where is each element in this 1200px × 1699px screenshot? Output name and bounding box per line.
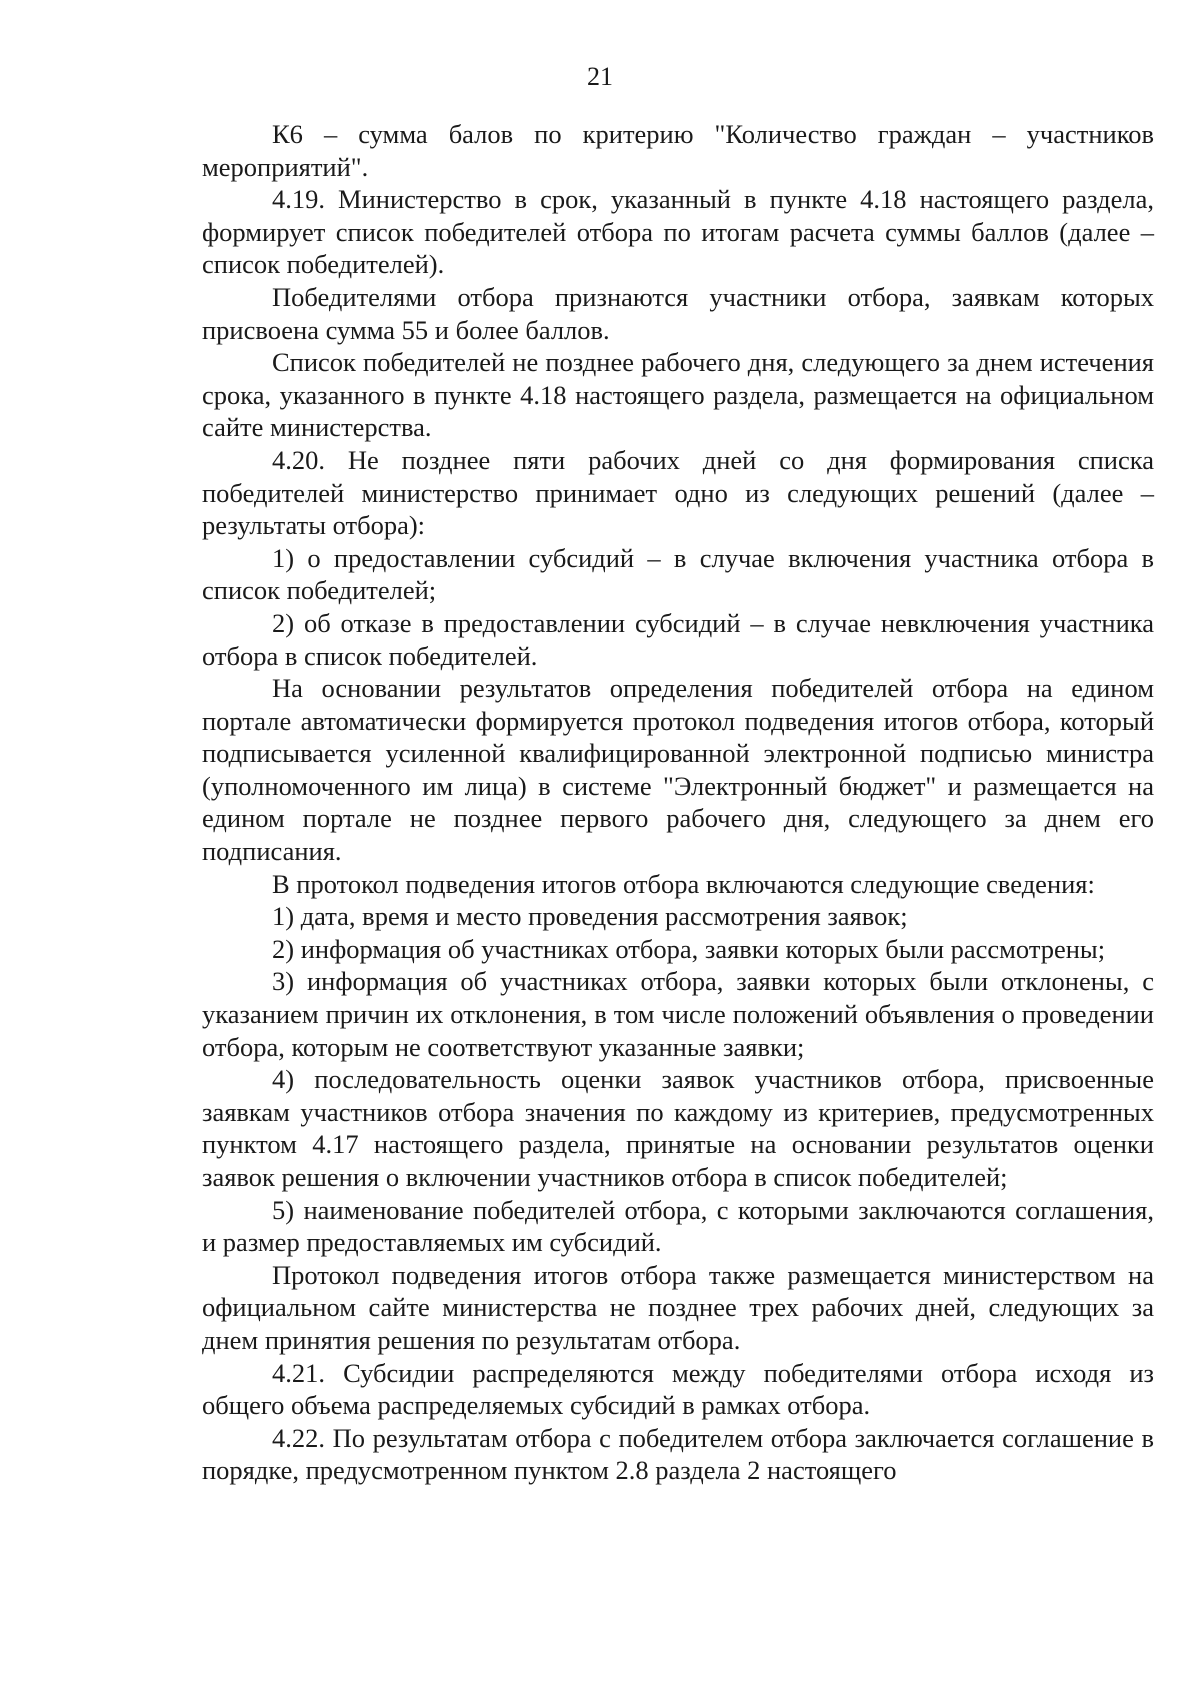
paragraph-protocol-formation: На основании результатов определения победителей отбора на едином портале автоматически формируется протокол подведения итогов отбора, который подписывается усиленной квалифицированной электронной подписью министра (уполномоченного им лица) в системе "Электронный бюджет" и размещается на едином портале не позднее первого рабочего дня, следующего за днем его подписания. <box>202 673 1154 867</box>
paragraph-winners-criteria: Победителями отбора признаются участники отбора, заявкам которых присвоена сумма 55 и более баллов. <box>202 281 1154 345</box>
paragraph-4-20: 4.20. Не позднее пяти рабочих дней со дня формирования списка победителей министерство принимает одно из следующих решений (далее – результаты отбора): <box>202 444 1154 541</box>
list-item-protocol-1: 1) дата, время и место проведения рассмотрения заявок; <box>272 901 908 932</box>
list-item-protocol-3: 3) информация об участниках отбора, заявки которых были отклонены, с указанием причин их отклонения, в том числе положений объявления о проведении отбора, которым не соответствуют указанные заявки; <box>202 966 1154 1062</box>
page-number: 21 <box>587 62 613 91</box>
paragraph-k6-definition: К6 – сумма балов по критерию "Количество граждан – участников мероприятий". <box>202 119 1154 182</box>
paragraph-4-21: 4.21. Субсидии распределяются между победителями отбора исходя из общего объема распределяемых субсидий в рамках отбора. <box>202 1357 1154 1421</box>
paragraph-winners-list-publication: Список победителей не позднее рабочего дня, следующего за днем истечения срока, указанного в пункте 4.18 настоящего раздела, размещается на официальном сайте министерства. <box>202 347 1154 443</box>
list-item-decision-1: 1) о предоставлении субсидий – в случае включения участника отбора в список победителей; <box>202 542 1154 606</box>
list-item-protocol-5: 5) наименование победителей отбора, с которыми заключаются соглашения, и размер предоставляемых им субсидий. <box>202 1194 1154 1258</box>
paragraph-protocol-publication: Протокол подведения итогов отбора также размещается министерством на официальном сайте министерства не позднее трех рабочих дней, следующих за днем принятия решения по результатам отбора. <box>202 1259 1154 1355</box>
list-item-protocol-2: 2) информация об участниках отбора, заявки которых были рассмотрены; <box>272 933 1106 964</box>
list-item-protocol-4: 4) последовательность оценки заявок участников отбора, присвоенные заявкам участников отбора значения по каждому из критериев, предусмотренных пунктом 4.17 настоящего раздела, принятые на основании результатов оценки заявок решения о включении участников отбора в список победителей; <box>202 1064 1154 1192</box>
paragraph-protocol-contents: В протокол подведения итогов отбора включаются следующие сведения: <box>272 868 1095 899</box>
list-item-decision-2: 2) об отказе в предоставлении субсидий – в случае невключения участника отбора в список победителей. <box>202 607 1154 671</box>
paragraph-4-22: 4.22. По результатам отбора с победителем отбора заключается соглашение в порядке, предусмотренном пунктом 2.8 раздела 2 настоящего <box>202 1422 1154 1486</box>
document-body <box>202 118 1154 1487</box>
paragraph-4-19: 4.19. Министерство в срок, указанный в пункте 4.18 настоящего раздела, формирует список победителей отбора по итогам расчета суммы баллов (далее – список победителей). <box>202 184 1154 280</box>
